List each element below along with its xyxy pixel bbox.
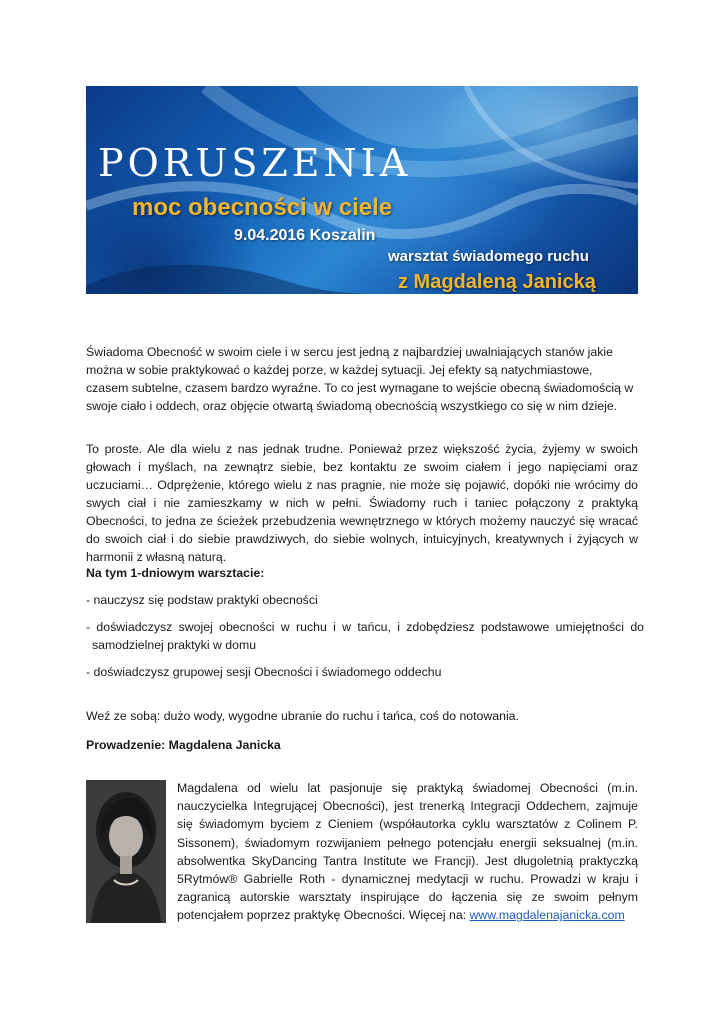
instructor-photo <box>86 780 166 923</box>
workshop-heading: Na tym 1-dniowym warsztacie: <box>86 566 265 580</box>
instructor-bio <box>177 779 638 925</box>
workshop-item-2: - doświadczysz swojej obecności w ruchu i w tańcu, i zdobędziesz podstawowe umiejętności do samodzielnej praktyki w domu <box>86 620 644 652</box>
instructor-bio-text: Magdalena od wielu lat pasjonuje się praktyką świadomej Obecności (m.in. nauczycielka Integrującej Obecności), jest trenerką Integracji Oddechem, zajmuje się świadomym byciem z Cieniem (współautorka cyklu warsztatów z Colinem P. Sissonem), świadomym rozwijaniem pełnego potencjału energii seksualnej (m.in. absolwentka SkyDancing Tantra Institute we Francji). Jest długoletnią praktyczką 5Rytmów® Gabrielle Roth - dynamicznej medytacji w ruchu. Prowadzi w kraju i zagranicą autorskie warsztaty inspirujące do łączenia się ze swoim pełnym potencjałem poprzez praktykę Obecności. Więcej na: <box>177 781 638 923</box>
workshop-item-3: - doświadczysz grupowej sesji Obecności i świadomego oddechu <box>86 665 442 679</box>
intro-paragraph-1: Świadoma Obecność w swoim ciele i w sercu jest jedną z najbardziej uwalniających stanów jakie można w sobie praktykować o każdej porze, w każdej sytuacji. Jej efekty są natychmiastowe, czasem subtelne, czasem bardzo wyraźne. To co jest wymagane to wejście obecną świadomością w swoje ciało i oddech, oraz objęcie otwartą świadomą obecnością wszystkiego co się w nim dzieje. <box>86 345 634 413</box>
banner-date-place: 9.04.2016 Koszalin <box>234 227 376 244</box>
banner-title: PORUSZENIA <box>98 141 412 185</box>
what-to-bring: Weź ze sobą: dużo wody, wygodne ubranie do ruchu i tańca, coś do notowania. <box>86 709 519 723</box>
banner-subtitle: moc obecności w ciele <box>132 194 393 221</box>
event-banner <box>86 86 638 294</box>
instructor-portrait-icon <box>86 780 166 923</box>
banner-workshop-label: warsztat świadomego ruchu <box>388 248 589 265</box>
intro-paragraph-2: To proste. Ale dla wielu z nas jednak trudne. Ponieważ przez większość życia, żyjemy w swoich głowach i myślach, na zewnątrz siebie, bez kontaktu ze swoim ciałem i jego napięciami oraz uczuciami… Odprężenie, którego wielu z nas pragnie, nie może się pojawić, dopóki nie wrócimy do swych ciał i nie zamieszkamy w nich w pełni. Świadomy ruch i taniec połączony z praktyką Obecności, to jedna ze ścieżek przebudzenia wewnętrznego w których możemy nauczyć się wracać do swoich ciał i do siebie prawdziwych, do siebie wolnych, intuicyjnych, kreatywnych i żyjących w harmonii z własną naturą. <box>86 442 638 564</box>
banner-leader: z Magdaleną Janicką <box>398 271 596 293</box>
lead-instructor-heading: Prowadzenie: Magdalena Janicka <box>86 738 281 752</box>
instructor-website-link[interactable]: www.magdalenajanicka.com <box>469 908 625 923</box>
workshop-item-1: - nauczysz się podstaw praktyki obecności <box>86 593 318 607</box>
